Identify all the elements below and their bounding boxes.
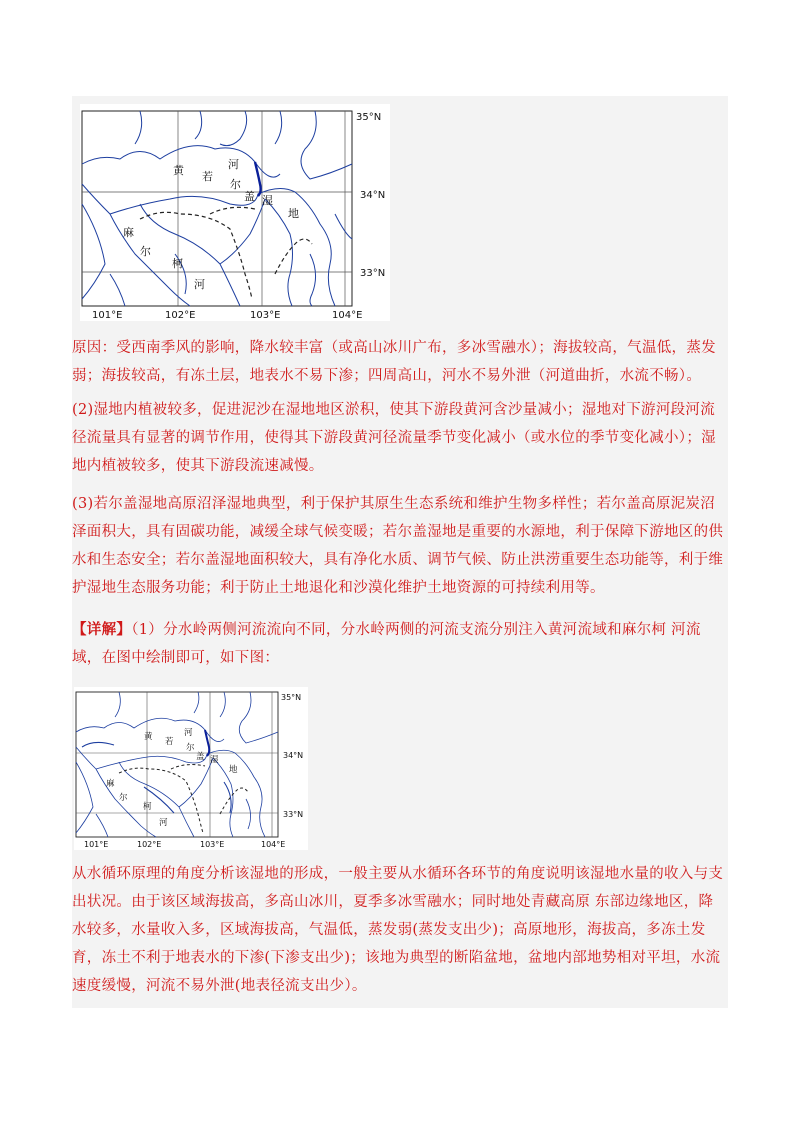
map-label-shi: 湿: [262, 194, 273, 207]
paragraph-3: (3)若尔盖湿地高原沼泽湿地典型，利于保护其原生生态系统和维护生物多样性；若尔盖高原泥炭沼泽面积大，具有固碳功能，减缓全球气候变暖；若尔盖湿地是重要的水源地，利于保障下游地区的供水和生态安全；若尔盖湿地面积较大，具有净化水质、调节气候、防止洪涝重要生态功能等，利于维护湿地生态服务功能；利于防止土地退化和沙漠化维护土地资源的可持续利用等。: [72, 496, 724, 596]
map-label-er1: 尔: [186, 743, 195, 753]
paragraph-detail: [72, 616, 728, 672]
lat-label-33: 33°N: [360, 268, 386, 279]
map-label-di: 地: [288, 207, 299, 220]
map-label-ke: 柯: [143, 802, 152, 812]
map-label-ma: 麻: [123, 226, 134, 239]
map-label-ma: 麻: [106, 779, 115, 789]
map-label-gai: 盖: [196, 752, 205, 762]
map-label-huang: 黄: [144, 732, 153, 742]
paragraph-2: (2)湿地内植被较多，促进泥沙在湿地地区淤积，使其下游段黄河含沙量减小；湿地对下游河段河流径流量具有显著的调节作用，使得其下游段黄河径流量季节变化减小（或水位的季节变化减小）；湿地内植被较多，使其下游段流速减慢。: [72, 402, 716, 474]
lon-label-102: 102°E: [137, 840, 162, 849]
paragraph-reason: 原因：受西南季风的影响，降水较丰富（或高山冰川广布，多冰雪融水）；海拔较高，气温低，蒸发弱；海拔较高，有冻土层，地表水不易下渗；四周高山，河水不易外泄（河道曲折，水流不畅）。: [72, 340, 716, 384]
detail-tag: 【详解】: [72, 621, 132, 638]
lat-label-35: 35°N: [281, 693, 302, 702]
rivers: [82, 111, 352, 306]
map-label-he2: 河: [194, 278, 205, 291]
lat-label-34: 34°N: [360, 190, 386, 201]
map-label-gai: 盖: [244, 190, 255, 203]
paragraph-water-cycle: 从水循环原理的角度分析该湿地的形成，一般主要从水循环各环节的角度说明该湿地水量的收入与支出状况。由于该区域海拔高，多高山冰川，夏季多冰雪融水；同时地处青藏高原 东部边缘地区，降水较多，水量收入多，区域海拔高，气温低，蒸发弱(蒸发支出少)；高原地形，海拔高，多冻土发育，冻土不利于地表水的下渗(下渗支出少)；该地为典型的断陷盆地，盆地内部地势相对平坦，水流速度缓慢，河流不易外泄(地表径流支出少）。: [72, 866, 724, 994]
lat-label-33: 33°N: [283, 810, 304, 819]
lat-label-34: 34°N: [283, 751, 304, 760]
wetland-map: [80, 104, 390, 321]
rivers: [76, 692, 278, 837]
map-label-ruo: 若: [202, 170, 213, 183]
lon-label-103: 103°E: [250, 310, 281, 321]
map-label-shi: 湿: [210, 755, 219, 765]
map-label-di: 地: [229, 765, 238, 775]
lon-label-101: 101°E: [92, 310, 123, 321]
map-label-huang: 黄: [173, 164, 184, 177]
lon-label-102: 102°E: [165, 310, 196, 321]
map-label-er1: 尔: [230, 178, 241, 191]
lon-label-103: 103°E: [200, 840, 225, 849]
map-label-ruo: 若: [165, 737, 174, 747]
map-label-he1: 河: [228, 158, 239, 171]
map-label-ke: 柯: [172, 257, 183, 270]
lon-label-104: 104°E: [332, 310, 363, 321]
lat-label-35: 35°N: [356, 112, 382, 123]
detail-text: （1）分水岭两侧河流流向不同，分水岭两侧的河流支流分别注入黄河流域和麻尔柯 河流域，在图中绘制即可，如下图：: [72, 622, 701, 666]
yellow-river-main: [205, 730, 209, 756]
map-label-he2: 河: [159, 818, 168, 828]
lon-label-101: 101°E: [84, 840, 109, 849]
map-label-er2: 尔: [140, 245, 151, 258]
map-label-er2: 尔: [119, 793, 128, 803]
wetland-map-annotated: [74, 687, 308, 850]
lon-label-104: 104°E: [261, 840, 286, 849]
yellow-river-main: [255, 162, 261, 196]
map-label-he1: 河: [184, 728, 193, 738]
